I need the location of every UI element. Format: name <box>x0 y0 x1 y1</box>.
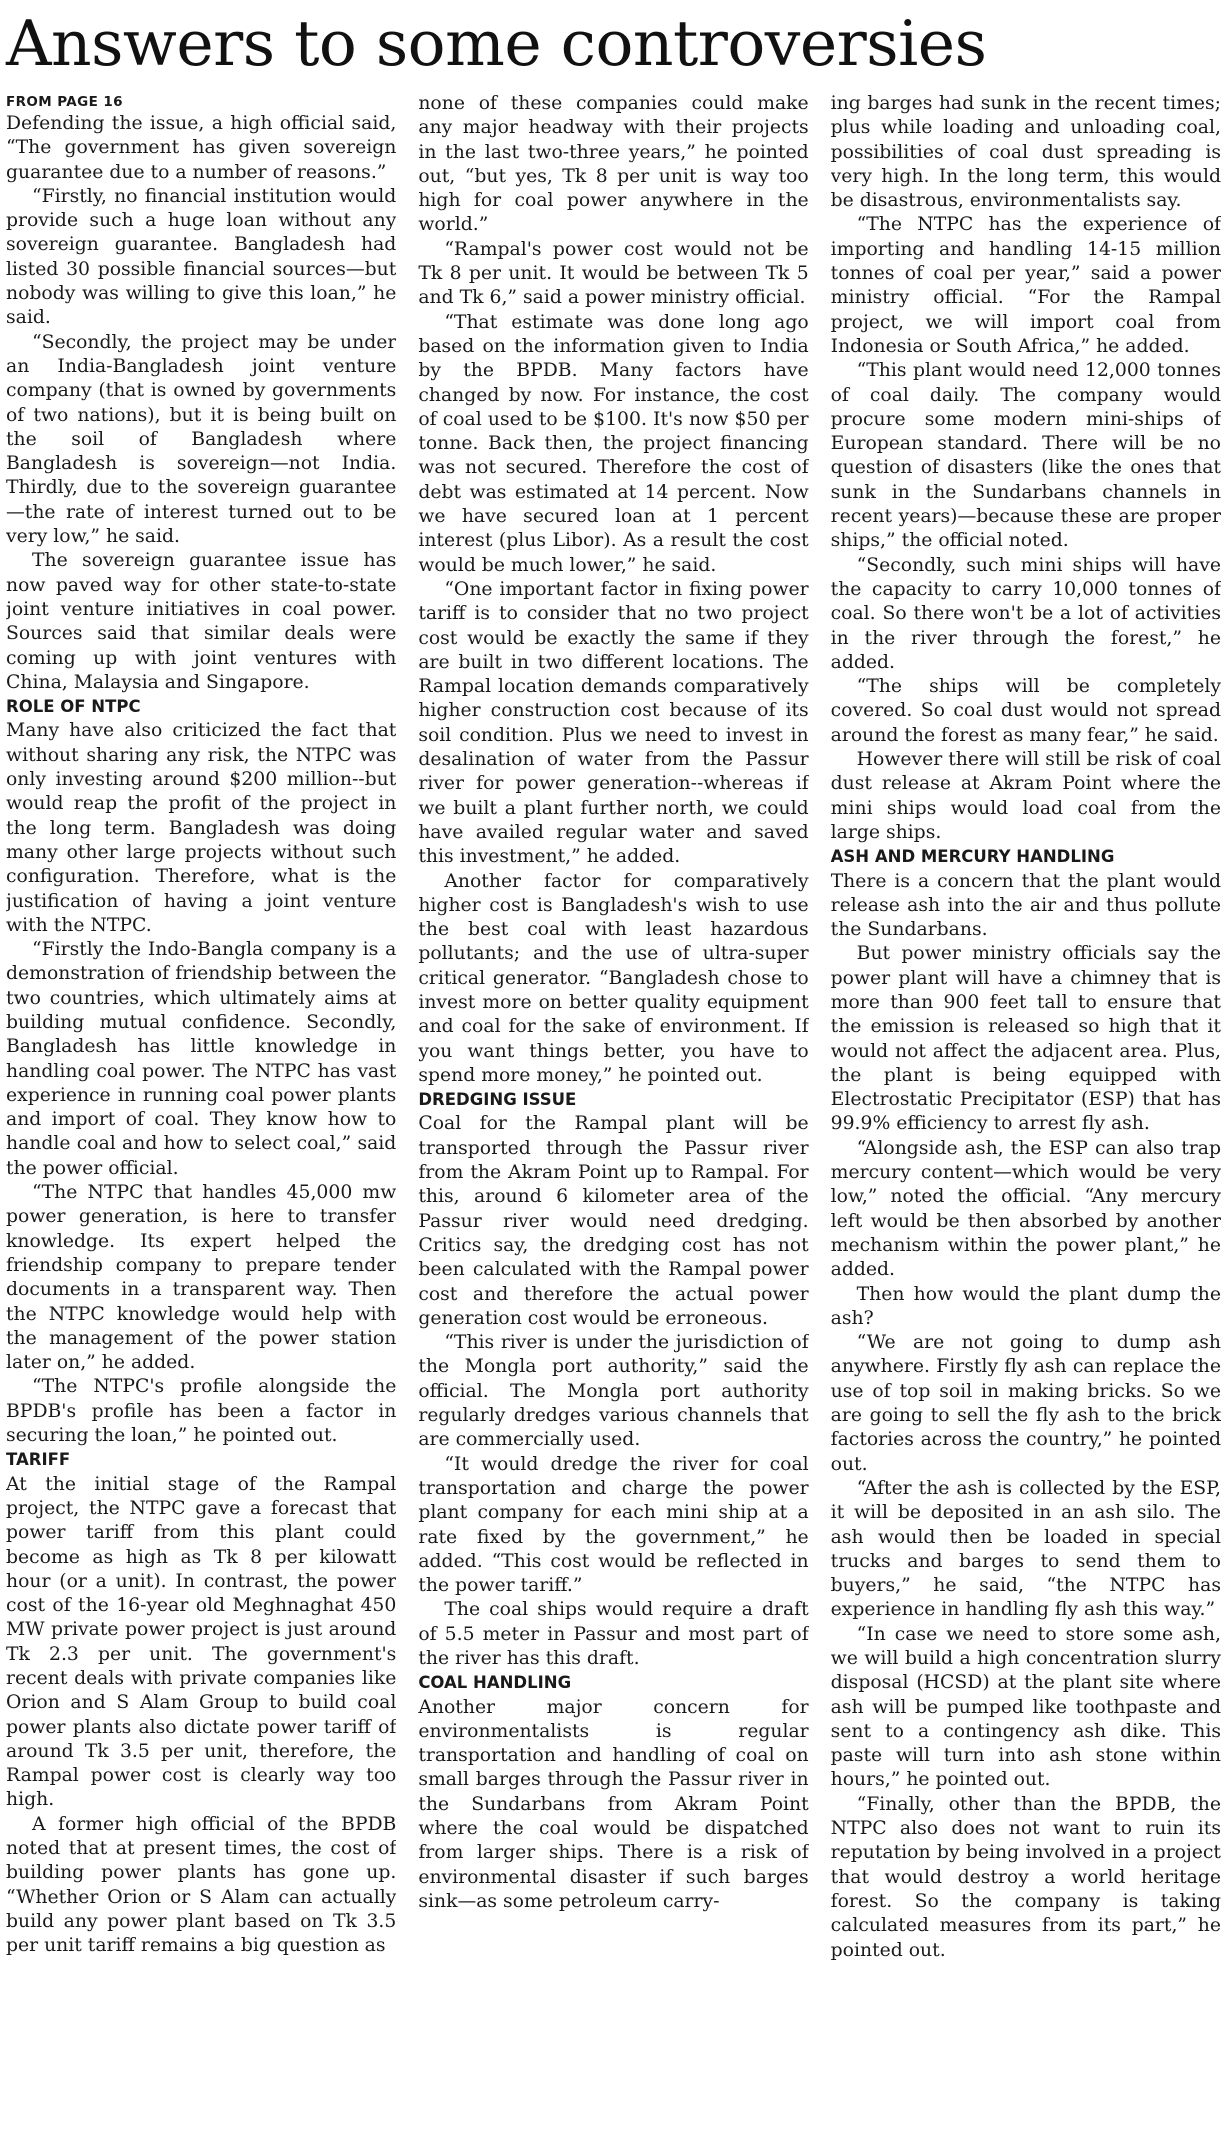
article-columns <box>6 92 1221 2125</box>
paragraph: none of these companies could make any major headway with their projects in the last two-three years,” he pointed out, “but yes, Tk 8 per unit is way too high for coal power anywhere in the world.” <box>418 93 809 236</box>
paragraph: The coal ships would require a draft of 5.5 meter in Passur and most part of the river has this draft. <box>418 1599 809 1669</box>
paragraph: However there will still be risk of coal dust release at Akram Point where the mini ships would load coal from the large ships. <box>830 749 1221 843</box>
paragraph: ing barges had sunk in the recent times; plus while loading and unloading coal, possibilities of coal dust spreading is very high. In the long term, this would be disastrous, environmentalists say. <box>830 93 1221 212</box>
paragraph: “The NTPC that handles 45,000 mw power generation, is here to transfer knowledge. Its expert helped the friendship company to prepare tender documents in a transparent way. Then the NTPC knowledge would help with the management of the power station later on,” he added. <box>6 1182 397 1374</box>
paragraph: There is a concern that the plant would release ash into the air and thus pollute the Sundarbans. <box>830 870 1221 941</box>
column-3-body <box>831 92 1221 1963</box>
section-heading: TARIFF <box>6 1450 71 1470</box>
column-1 <box>6 92 396 2125</box>
column-2-body <box>418 92 808 1914</box>
paragraph: Another factor for comparatively higher cost is Bangladesh's wish to use the best coal with least hazardous pollutants; and the use of ultra-super critical generator. “Bangladesh chose to invest more on better quality equipment and coal for the sake of environment. If you want things better, you have to spend more money,” he pointed out. <box>418 870 809 1086</box>
paragraph: “That estimate was done long ago based on the information given to India by the BPDB. Many factors have changed by now. For instance, the cost of coal used to be $100. It's now $50 per tonne. Back then, the project financing was not secured. Therefore the cost of debt was estimated at 14 percent. Now we have secured loan at 1 percent interest (plus Libor). As a result the cost would be much lower,” he said. <box>418 311 809 576</box>
paragraph: “Firstly, no financial institution would provide such a huge loan without any sovereign guarantee. Bangladesh had listed 30 possible financial sources—but nobody was willing to give this loan,” he said. <box>6 185 397 329</box>
paragraph: “Secondly, such mini ships will have the capacity to carry 10,000 tonnes of coal. So there won't be a lot of activities in the river through the forest,” he added. <box>830 554 1221 673</box>
paragraph: But power ministry officials say the power plant will have a chimney that is more than 900 feet tall to ensure that the emission is released so high that it would not affect the adjacent area. Plus, the plant is being equipped with Electrostatic Precipitator (ESP) that has 99.9% efficiency to arrest fly ash. <box>830 943 1221 1135</box>
paragraph: Then how would the plant dump the ash? <box>830 1283 1221 1329</box>
paragraph: “The NTPC's profile alongside the BPDB's profile has been a factor in securing the loan,” he pointed out. <box>6 1376 397 1447</box>
paragraph: Many have also criticized the fact that without sharing any risk, the NTPC was only investing around $200 million--but would reap the profit of the project in the long term. Bangladesh was doing many other large projects without such configuration. Therefore, what is the justification of having a joint venture with the NTPC. <box>6 720 397 936</box>
paragraph: “Secondly, the project may be under an India-Bangladesh joint venture company (that is owned by governments of two nations), but it is being built on the soil of Bangladesh where Bangladesh is sovereign—not India. Thirdly, due to the sovereign guarantee—the rate of interest turned out to be very low,” he said. <box>6 331 397 548</box>
paragraph: “After the ash is collected by the ESP, it will be deposited in an ash silo. The ash would then be loaded in special trucks and barges to send them to buyers,” he said, “the NTPC has experience in handling fly ash this way.” <box>830 1477 1221 1621</box>
paragraph: “This plant would need 12,000 tonnes of coal daily. The company would procure some modern mini-ships of European standard. There will be no question of disasters (like the ones that sunk in the Sundarbans channels in recent years)—because these are proper ships,” the official noted. <box>830 360 1221 552</box>
paragraph: “The NTPC has the experience of importing and handling 14-15 million tonnes of coal per year,” said a power ministry official. “For the Rampal project, we will import coal from Indonesia or South Africa,” he added. <box>830 214 1221 357</box>
paragraph: Coal for the Rampal plant will be transported through the Passur river from the Akram Point up to Rampal. For this, around 6 kilometer area of the Passur river would need dredging. Critics say, the dredging cost has not been calculated with the Rampal power cost and therefore the actual power generation cost would be erroneous. <box>418 1113 809 1329</box>
paragraph: Defending the issue, a high official said, “The government has given sovereign guarantee due to a number of reasons.” <box>6 113 397 183</box>
paragraph: Another major concern for environmentalists is regular transportation and handling of coal on small barges through the Passur river in the Sundarbans from Akram Point where the coal would be dispatched from larger ships. There is a risk of environmental disaster if such barges sink—as some petroleum carry- <box>418 1696 809 1912</box>
kicker: FROM PAGE 16 <box>6 94 123 110</box>
paragraph: “Finally, other than the BPDB, the NTPC also does not want to ruin its reputation by being involved in a project that would destroy a world heritage forest. So the company is taking calculated measures from its part,” he pointed out. <box>830 1793 1221 1961</box>
section-heading: COAL HANDLING <box>418 1673 572 1693</box>
paragraph: “We are not going to dump ash anywhere. Firstly fly ash can replace the use of top soil in making bricks. So we are going to sell the fly ash to the brick factories across the country,” he pointed out. <box>830 1332 1221 1475</box>
paragraph: “In case we need to store some ash, we will build a high concentration slurry disposal (HCSD) at the plant site where ash will be pumped like toothpaste and sent to a contingency ash dike. This paste will turn into ash stone within hours,” he pointed out. <box>830 1623 1221 1791</box>
section-heading: ASH AND MERCURY HANDLING <box>830 847 1115 867</box>
paragraph: At the initial stage of the Rampal project, the NTPC gave a forecast that power tariff from this plant could become as high as Tk 8 per kilowatt hour (or a unit). In contrast, the power cost of the 16-year old Meghnaghat 450 MW private power project is just around Tk 2.3 per unit. The government's recent deals with private companies like Orion and S Alam Group to build coal power plants also dictate power tariff of around Tk 3.5 per unit, therefore, the Rampal power cost is clearly way too high. <box>6 1473 397 1811</box>
paragraph: A former high official of the BPDB noted that at present times, the cost of building power plants has gone up. “Whether Orion or S Alam can actually build any power plant based on Tk 3.5 per unit tariff remains a big question as <box>6 1813 397 1957</box>
headline: Answers to some controversies <box>6 7 987 80</box>
paragraph: “This river is under the jurisdiction of the Mongla port authority,” said the official. The Mongla port authority regularly dredges various channels that are commercially used. <box>418 1332 809 1451</box>
section-heading: ROLE OF NTPC <box>6 697 141 717</box>
paragraph: The sovereign guarantee issue has now paved way for other state-to-state joint venture initiatives in coal power. Sources said that similar deals were coming up with joint ventures with China, Malaysia and Singapore. <box>6 550 397 693</box>
column-3 <box>831 92 1221 2125</box>
column-2 <box>418 92 808 2125</box>
section-heading: DREDGING ISSUE <box>418 1090 577 1110</box>
column-1-body <box>6 112 396 1959</box>
paragraph: “The ships will be completely covered. So coal dust would not spread around the forest as many fear,” he said. <box>830 676 1221 746</box>
paragraph: “Firstly the Indo-Bangla company is a demonstration of friendship between the two countries, which ultimately aims at building mutual confidence. Secondly, Bangladesh has little knowledge in handling coal power. The NTPC has vast experience in running coal power plants and import of coal. They know how to handle coal and how to select coal,” said the power official. <box>6 939 397 1179</box>
paragraph: “Alongside ash, the ESP can also trap mercury content—which would be very low,” noted the official. “Any mercury left would be then absorbed by another mechanism within the power plant,” he added. <box>830 1137 1221 1281</box>
paragraph: “One important factor in fixing power tariff is to consider that no two project cost would be exactly the same if they are built in two different locations. The Rampal location demands comparatively higher construction cost because of its soil condition. Plus we need to invest in desalination of water from the Passur river for power generation--whereas if we built a plant further north, we could have availed regular water and saved this investment,” he added. <box>418 578 809 868</box>
paragraph: “Rampal's power cost would not be Tk 8 per unit. It would be between Tk 5 and Tk 6,” said a power ministry official. <box>418 238 809 309</box>
paragraph: “It would dredge the river for coal transportation and charge the power plant company for each mini ship at a rate fixed by the government,” he added. “This cost would be reflected in the power tariff.” <box>418 1453 809 1597</box>
